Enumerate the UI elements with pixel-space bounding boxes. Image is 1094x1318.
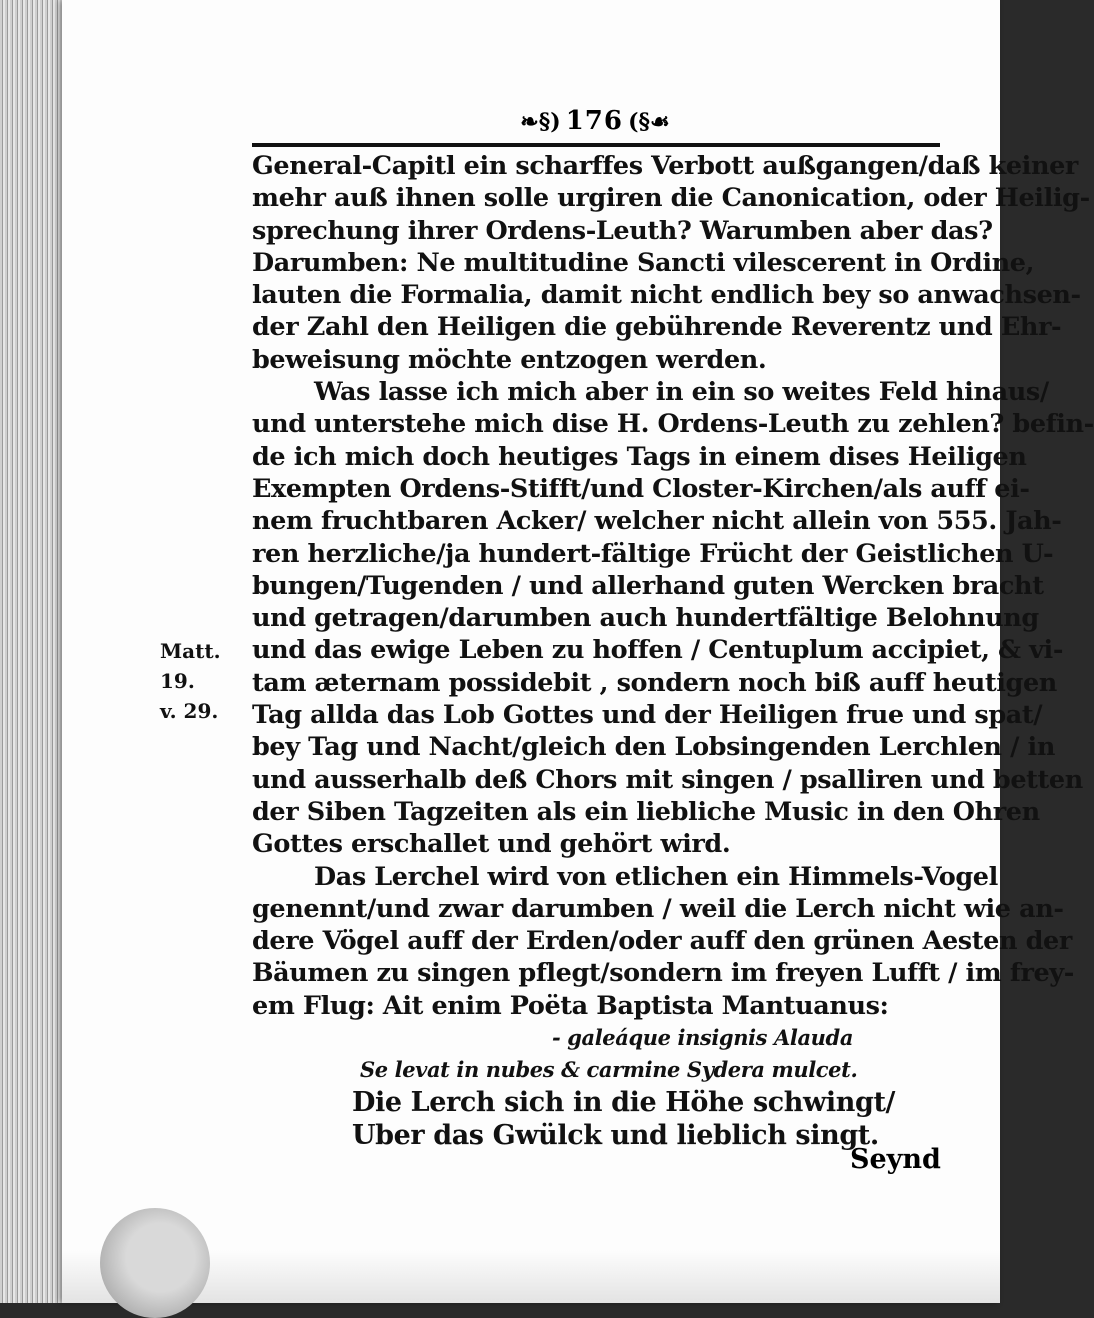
text-line: und unterstehe mich dise H. Ordens-Leuth zu zehlen? befin- — [252, 409, 1094, 440]
text-line: bungen/Tugenden / und allerhand guten Wercken bracht — [252, 570, 1044, 601]
paragraph-start-line: Das Lerchel wird von etlichen ein Himmels-Vogel — [314, 861, 998, 892]
paragraph-start-line: Was lasse ich mich aber in ein so weites Feld hinaus/ — [314, 377, 1049, 408]
catchword: Seynd — [850, 1144, 941, 1175]
latin-verse-line: - galeáque insignis Alauda — [552, 1025, 854, 1051]
text-line: dere Vögel auff der Erden/oder auff den grünen Aesten der — [252, 926, 1072, 957]
margin-note — [160, 636, 255, 726]
text-line: Darumben: Ne multitudine Sancti vilescerent in Ordine, — [252, 247, 1035, 278]
text-line: beweisung möchte entzogen werden. — [252, 344, 767, 375]
german-rhyme-line: Uber das Gwülck und lieblich singt. — [352, 1120, 879, 1152]
text-line: Gottes erschallet und gehört wird. — [252, 829, 731, 860]
german-rhyme-line: Die Lerch sich in die Höhe schwingt/ — [352, 1087, 895, 1119]
margin-note-line: v. 29. — [160, 699, 219, 723]
header-rule — [252, 143, 940, 147]
thumb-shadow — [100, 1208, 210, 1318]
page-number: 176 — [565, 106, 623, 136]
text-line: und das ewige Leben zu hoffen / Centuplum accipiet, & vi- — [252, 635, 1064, 666]
text-line: mehr auß ihnen solle urgiren die Canonication, oder Heilig- — [252, 183, 1090, 214]
header-ornament-right: (§☙ — [628, 109, 670, 135]
text-line: Exempten Ordens-Stifft/und Closter-Kirchen/als auff ei- — [252, 473, 1030, 504]
text-line: em Flug: Ait enim Poëta Baptista Mantuanus: — [252, 990, 889, 1021]
text-line: sprechung ihrer Ordens-Leuth? Warumben aber das? — [252, 215, 993, 246]
header-ornament-left: ❧§) — [520, 109, 561, 135]
text-line: genennt/und zwar darumben / weil die Lerch nicht wie an- — [252, 893, 1064, 924]
text-line: und getragen/darumben auch hundertfältige Belohnung — [252, 603, 1039, 634]
text-line: und ausserhalb deß Chors mit singen / psalliren und betten — [252, 764, 1083, 795]
text-line: bey Tag und Nacht/gleich den Lobsingenden Lerchlen / in — [252, 732, 1055, 763]
page-header — [252, 106, 938, 146]
text-line: tam æternam possidebit , sondern noch biß auff heutigen — [252, 667, 1057, 698]
book-page-edges — [0, 0, 70, 1303]
text-line: de ich mich doch heutiges Tags in einem dises Heiligen — [252, 441, 1027, 472]
text-line: Tag allda das Lob Gottes und der Heiligen frue und spat/ — [252, 700, 1043, 731]
text-line: der Zahl den Heiligen die gebührende Reverentz und Ehr- — [252, 312, 1062, 343]
latin-verse-line: Se levat in nubes & carmine Sydera mulcet. — [360, 1057, 858, 1083]
text-line: nem fruchtbaren Acker/ welcher nicht allein von 555. Jah- — [252, 506, 1062, 537]
text-line: Bäumen zu singen pflegt/sondern im freyen Lufft / im frey- — [252, 958, 1074, 989]
text-line: General-Capitl ein scharffes Verbott außgangen/daß keiner — [252, 151, 1078, 181]
text-body — [252, 150, 1094, 1152]
margin-note-line: Matt. 19. — [160, 639, 221, 693]
text-line: der Siben Tagzeiten als ein liebliche Music in den Ohren — [252, 796, 1040, 827]
text-line: ren herzliche/ja hundert-fältige Frücht der Geistlichen U- — [252, 538, 1054, 569]
text-line: lauten die Formalia, damit nicht endlich bey so anwachsen- — [252, 280, 1081, 311]
